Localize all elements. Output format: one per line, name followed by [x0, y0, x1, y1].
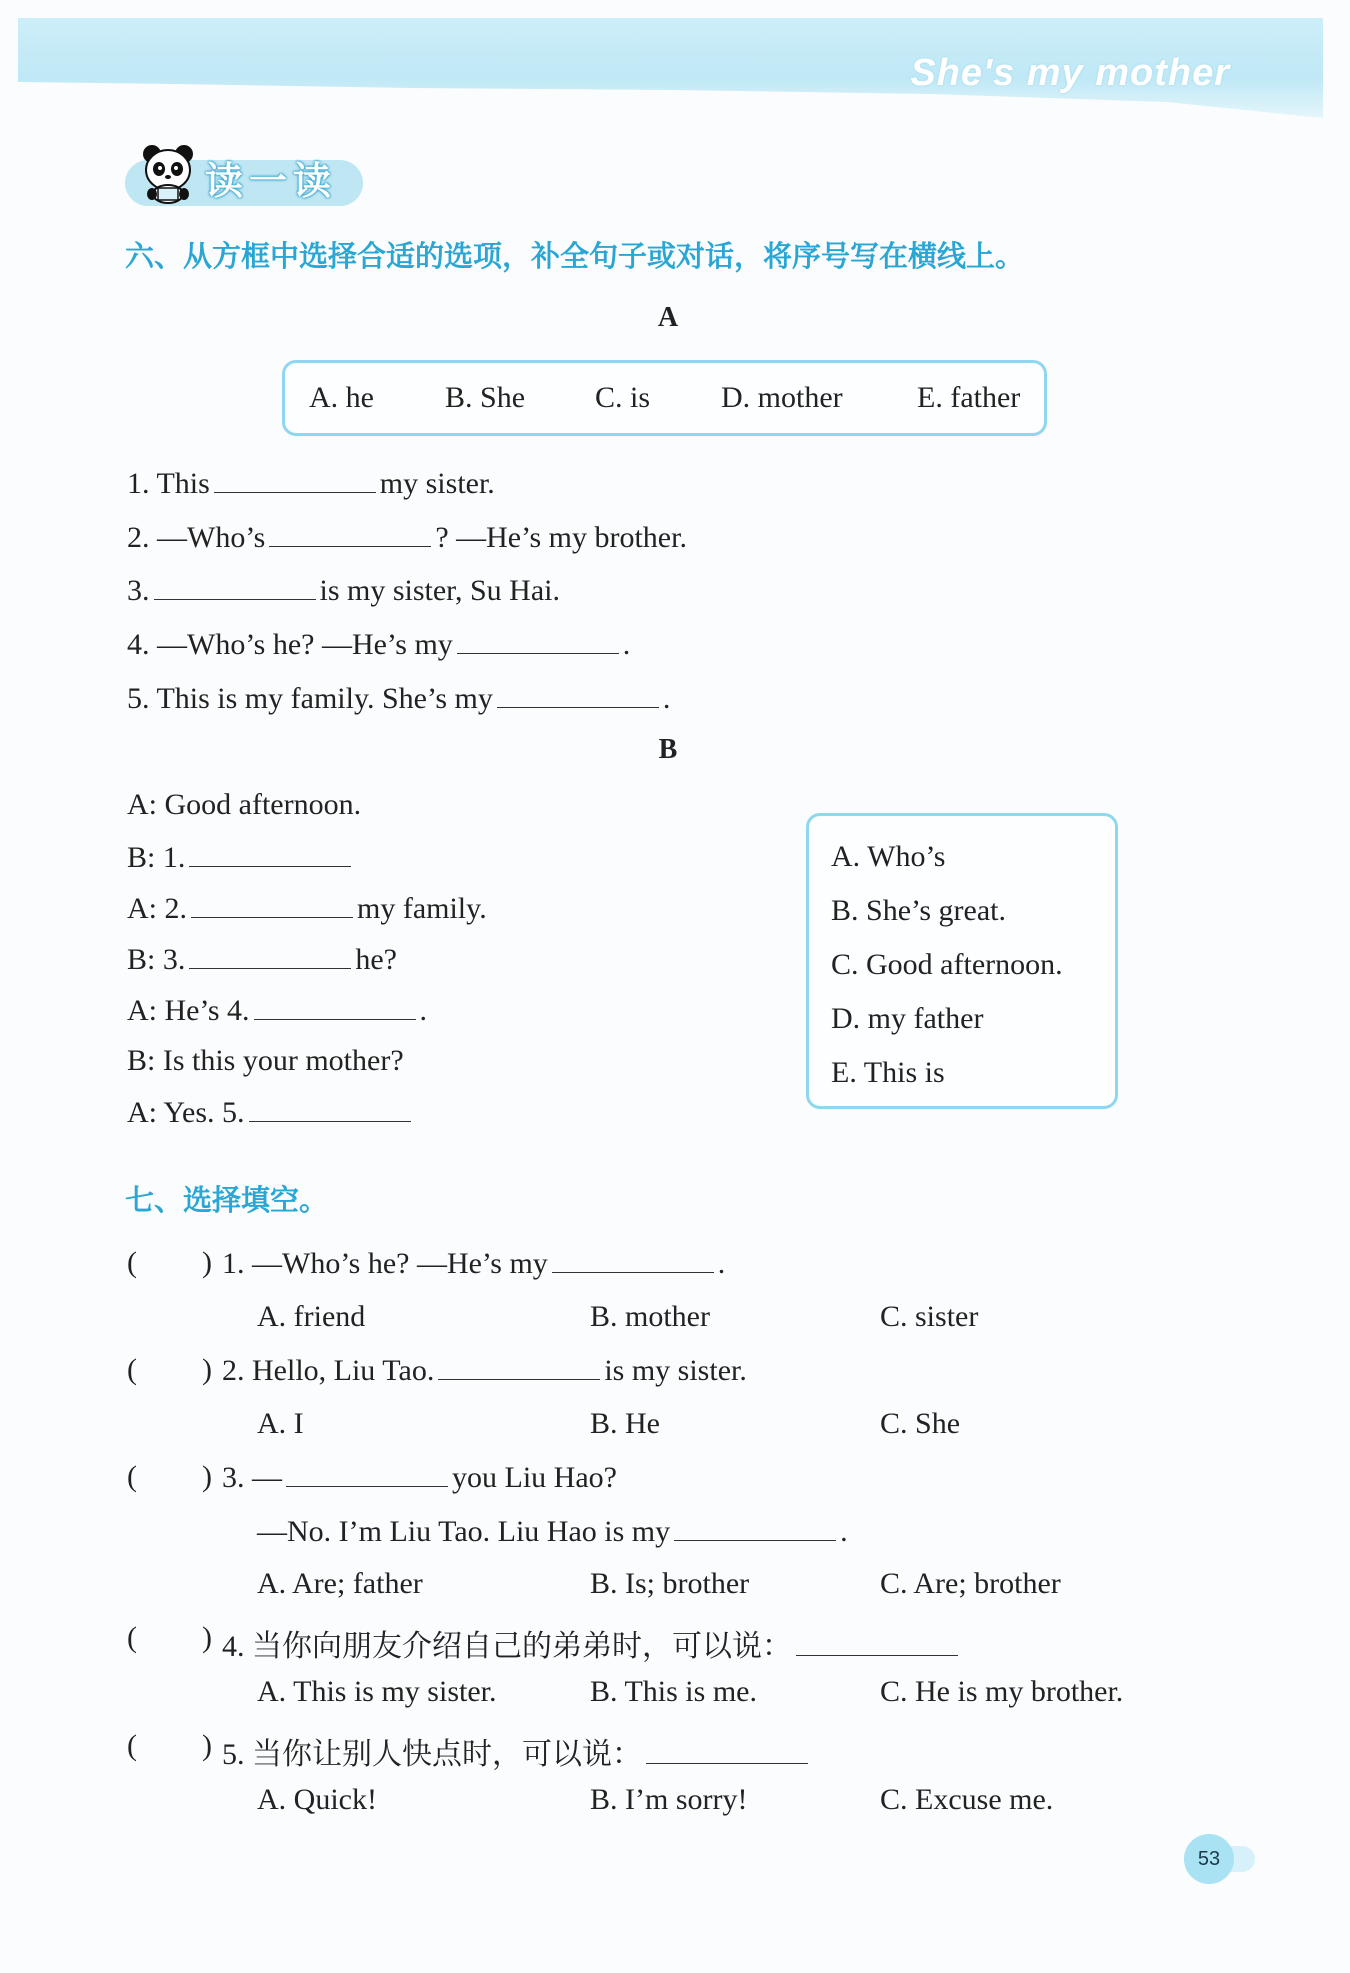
- answer-paren-close: ): [202, 1729, 212, 1762]
- choice-c[interactable]: C. Are; brother: [880, 1567, 1061, 1600]
- part-b-label: B: [658, 734, 678, 765]
- dialogue-option: D. my father: [831, 1002, 984, 1035]
- dialogue-option: B. She’s great.: [831, 894, 1006, 927]
- answer-paren-open[interactable]: (: [127, 1353, 137, 1386]
- question-3-stem: 3. — you Liu Hao?: [222, 1461, 617, 1494]
- choice-c[interactable]: C. sister: [880, 1300, 979, 1333]
- answer-blank[interactable]: [191, 891, 353, 918]
- answer-paren-open[interactable]: (: [127, 1621, 137, 1654]
- answer-blank[interactable]: [214, 466, 376, 493]
- question-2-stem: 2. Hello, Liu Tao. is my sister.: [222, 1354, 747, 1387]
- answer-blank[interactable]: [286, 1460, 448, 1487]
- word-option: E. father: [917, 381, 1021, 414]
- partA-item-2: 2. —Who’s ? —He’s my brother.: [127, 521, 687, 554]
- question-1-stem: 1. —Who’s he? —He’s my .: [222, 1247, 726, 1280]
- dialogue-line-2: B: 1.: [127, 840, 355, 875]
- dialogue-line-3: A: 2. my family.: [127, 892, 487, 925]
- dialogue-line-5: A: He’s 4. .: [127, 994, 427, 1027]
- answer-blank[interactable]: [457, 627, 619, 654]
- dialogue-line-7: A: Yes. 5.: [127, 1095, 415, 1130]
- answer-blank[interactable]: [552, 1246, 714, 1273]
- dialogue-line-1: A: Good afternoon.: [127, 788, 362, 821]
- answer-blank[interactable]: [497, 681, 659, 708]
- partA-item-1: 1. This my sister.: [127, 467, 495, 500]
- word-option: D. mother: [721, 381, 843, 414]
- choice-a[interactable]: A. Are; father: [257, 1567, 423, 1600]
- answer-blank[interactable]: [796, 1629, 958, 1656]
- partA-item-3: 3. is my sister, Su Hai.: [127, 574, 560, 607]
- answer-blank[interactable]: [438, 1353, 600, 1380]
- dialogue-line-6: B: Is this your mother?: [127, 1044, 404, 1077]
- word-bank-box: [282, 360, 1047, 436]
- answer-blank[interactable]: [254, 993, 416, 1020]
- choice-b[interactable]: B. He: [590, 1407, 660, 1440]
- choice-a[interactable]: A. I: [257, 1407, 304, 1440]
- answer-paren-close: ): [202, 1621, 212, 1654]
- question-5-stem: 5. 当你让别人快点时，可以说：: [222, 1729, 812, 1773]
- choice-b[interactable]: B. This is me.: [590, 1675, 757, 1708]
- word-option: C. is: [595, 381, 651, 414]
- choice-c[interactable]: C. Excuse me.: [880, 1783, 1054, 1816]
- unit-title: She's my mother: [910, 52, 1230, 94]
- answer-paren-open[interactable]: (: [127, 1460, 137, 1493]
- question-3-line2: —No. I’m Liu Tao. Liu Hao is my .: [257, 1515, 848, 1548]
- choice-b[interactable]: B. mother: [590, 1300, 710, 1333]
- answer-blank[interactable]: [674, 1514, 836, 1541]
- partA-item-5: 5. This is my family. She’s my .: [127, 682, 671, 715]
- answer-blank[interactable]: [269, 520, 431, 547]
- choice-a[interactable]: A. friend: [257, 1300, 366, 1333]
- answer-paren-close: ): [202, 1353, 212, 1386]
- choice-c[interactable]: C. He is my brother.: [880, 1675, 1124, 1708]
- answer-blank[interactable]: [646, 1737, 808, 1764]
- section6-heading: 六、从方框中选择合适的选项，补全句子或对话，将序号写在横线上。: [125, 239, 1025, 273]
- dialogue-option: A. Who’s: [831, 840, 946, 873]
- answer-paren-open[interactable]: (: [127, 1729, 137, 1762]
- panda-icon: [138, 142, 198, 204]
- answer-paren-close: ): [202, 1246, 212, 1279]
- choice-c[interactable]: C. She: [880, 1407, 961, 1440]
- question-4-stem: 4. 当你向朋友介绍自己的弟弟时，可以说：: [222, 1621, 962, 1665]
- dialogue-option: E. This is: [831, 1056, 945, 1089]
- part-a-label: A: [657, 302, 679, 333]
- dialogue-line-4: B: 3. he?: [127, 943, 397, 976]
- answer-blank[interactable]: [249, 1095, 411, 1122]
- answer-blank[interactable]: [189, 840, 351, 867]
- choice-b[interactable]: B. Is; brother: [590, 1567, 750, 1600]
- word-option: A. he: [309, 381, 374, 414]
- partA-item-4: 4. —Who’s he? —He’s my .: [127, 628, 631, 661]
- read-badge-label: 读一读: [205, 159, 338, 203]
- answer-blank[interactable]: [154, 573, 316, 600]
- choice-b[interactable]: B. I’m sorry!: [590, 1783, 748, 1816]
- answer-paren-close: ): [202, 1460, 212, 1493]
- page-number: 53: [1184, 1834, 1234, 1884]
- answer-paren-open[interactable]: (: [127, 1246, 137, 1279]
- choice-a[interactable]: A. This is my sister.: [257, 1675, 497, 1708]
- section7-heading: 七、选择填空。: [125, 1183, 329, 1217]
- dialogue-options-box: [806, 813, 1118, 1109]
- dialogue-option: C. Good afternoon.: [831, 948, 1063, 981]
- answer-blank[interactable]: [189, 942, 351, 969]
- choice-a[interactable]: A. Quick!: [257, 1783, 377, 1816]
- word-option: B. She: [445, 381, 526, 414]
